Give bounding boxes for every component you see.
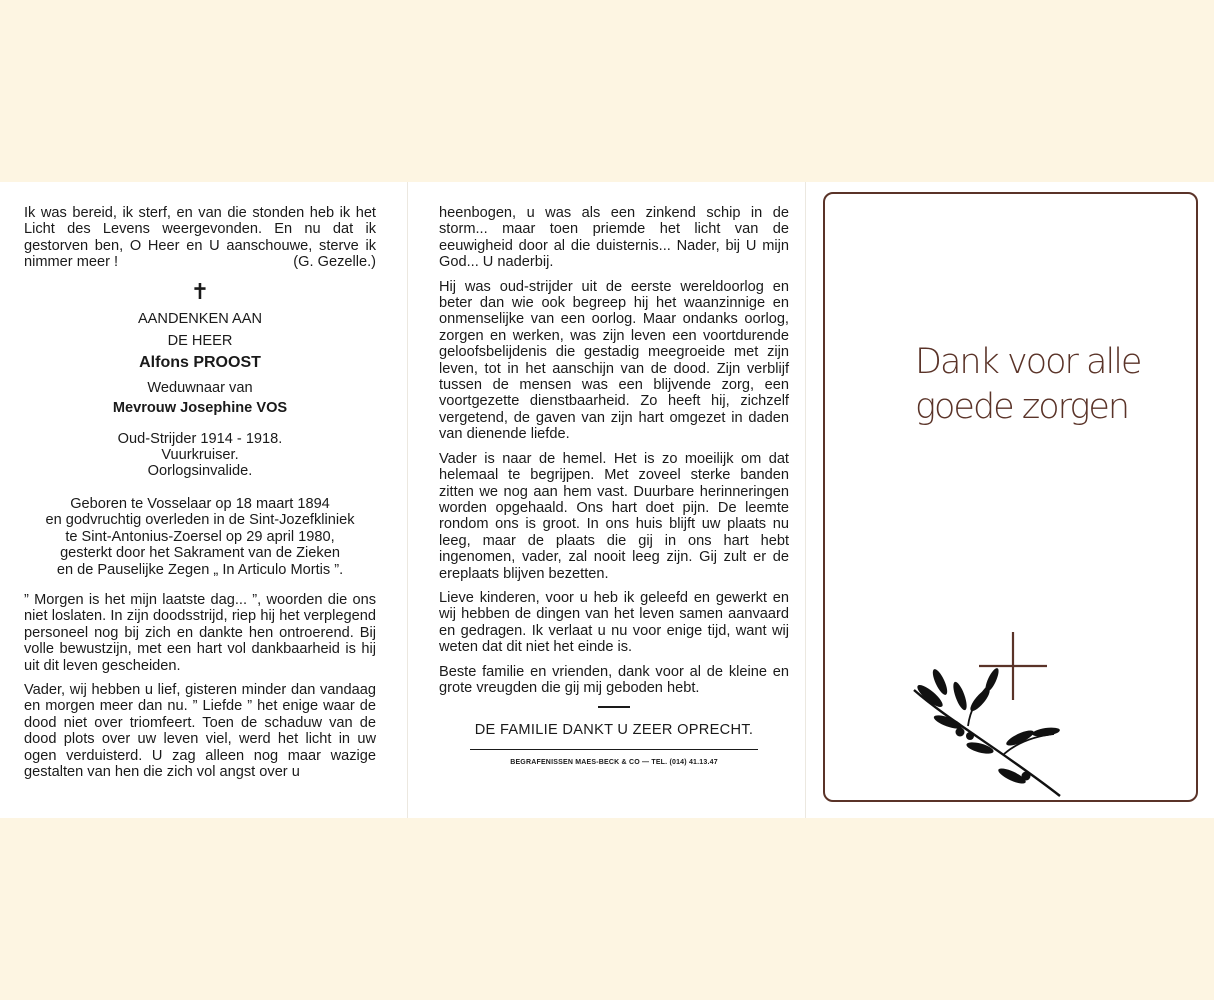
life-line-2: en godvruchtig overleden in de Sint-Jozefkliniek (45, 512, 355, 529)
printer-credit: BEGRAFENISSEN MAES-BECK & CO — TEL. (014) 41.13.47 (510, 758, 718, 766)
deceased-name: Alfons PROOST (139, 354, 261, 372)
dedication-line-2: DE HEER (167, 333, 233, 350)
widower-label: Weduwnaar van (147, 379, 253, 396)
spouse-name: Mevrouw Josephine VOS (112, 400, 288, 417)
cover-title-line-2: goede zorgen (915, 387, 1129, 427)
service-line-2: Vuurkruiser. (161, 447, 239, 464)
olive-branch-icon (914, 667, 1060, 796)
left-paragraph-2: Vader, wij hebben u lief, gisteren minder dan vandaag en morgen meer dan nu. ” Liefde ” het enige waar de dood niet over triomfeert. Toen de schaduw van de dood plots over uw leven viel, werd het licht in uw ogen verduisterd. U zag alleen nog maar wazige gestalten van hen die zich vol angst over u (24, 681, 376, 780)
divider (598, 706, 630, 708)
service-line-1: Oud-Strijder 1914 - 1918. (117, 430, 283, 447)
life-dates (24, 496, 376, 578)
epigraph-source: (G. Gezelle.) (293, 254, 376, 271)
cross-and-olive-branch-icon (908, 630, 1070, 802)
left-panel (24, 205, 376, 788)
service-record (24, 431, 376, 480)
life-line-1: Geboren te Vosselaar op 18 maart 1894 (70, 495, 330, 512)
middle-paragraph-1: heenbogen, u was als een zinkend schip in de storm... maar toen priemde het licht van de eeuwigheid door al die duisternis... Nader, bij U mijn God... U naderbij. (439, 205, 789, 271)
cover-title (915, 340, 1185, 430)
left-paragraph-1: ” Morgen is het mijn laatste dag... ”, woorden die ons niet loslaten. In zijn doodsstrijd, riep hij het verplegend personeel nog bij zich en dankte hen ontroerend. Bij volle bewustzijn, met een hart vol dankbaarheid is hij uit dit leven gescheiden. (24, 591, 376, 674)
middle-paragraph-4: Lieve kinderen, voor u heb ik geleefd en gewerkt en wij hebben de dingen van het leven samen aanvaard en gedragen. Ik verlaat u nu voor enige tijd, want wij weten dat dit niet het einde is. (439, 589, 789, 656)
middle-paragraph-3: Vader is naar de hemel. Het is zo moeilijk om dat helemaal te begrijpen. Met zoveel sterke banden zitten we nog aan hem vast. Duurbare herinneringen worden opgehaald. Ons hart doet pijn. De leemte rondom ons is groot. In ons huis blijft uw plaats nu leeg, maar de plaats die gij in ons hart hebt ingenomen, vader, zal nooit leeg zijn. Gij zult er de ereplaats blijven bezetten. (439, 450, 789, 582)
middle-panel (439, 205, 789, 771)
dedication-line-1: AANDENKEN AAN (137, 310, 263, 327)
cover-title-line-1: Dank voor alle (915, 342, 1141, 382)
cross-icon: ✝ (190, 278, 210, 304)
printer-divider (470, 749, 758, 750)
family-thanks: DE FAMILIE DANKT U ZEER OPRECHT. (474, 722, 754, 739)
life-line-4: gesterkt door het Sakrament van de Zieken (60, 545, 340, 562)
middle-paragraph-2: Hij was oud-strijder uit de eerste wereldoorlog en beter dan wie ook begreep hij het waanzinnige en onmenselijke van een oorlog. Maar ondanks oorlog, zorgen en werken, was zijn leven een voortdurende geloofsbelijdenis die gestadig meegroeide met zijn leven, tot in het aanschijn van de dood. Zijn verblijf tussen de mensen was een blijvende zorg, een voortgezette dienstbaarheid. Zo heeft hij, zichzelf vergetend, de gaven van zijn hart omgezet in daden van dienende liefde. (439, 278, 789, 443)
fold-line-left (407, 182, 408, 818)
service-line-3: Oorlogsinvalide. (147, 463, 253, 480)
life-line-5: en de Pauselijke Zegen „ In Articulo Mortis ”. (56, 561, 344, 578)
middle-paragraph-5: Beste familie en vrienden, dank voor al de kleine en grote vreugden die gij mij geboden hebt. (439, 663, 789, 696)
life-line-3: te Sint-Antonius-Zoersel op 29 april 1980, (65, 528, 335, 545)
fold-line-right (805, 182, 806, 818)
epigraph-text: Ik was bereid, ik sterf, en van die stonden heb ik het Licht des Levens weergevonden. En nu dat ik gestorven ben, O Heer en U aanschouwe, sterve ik nimmer meer ! (24, 205, 376, 271)
